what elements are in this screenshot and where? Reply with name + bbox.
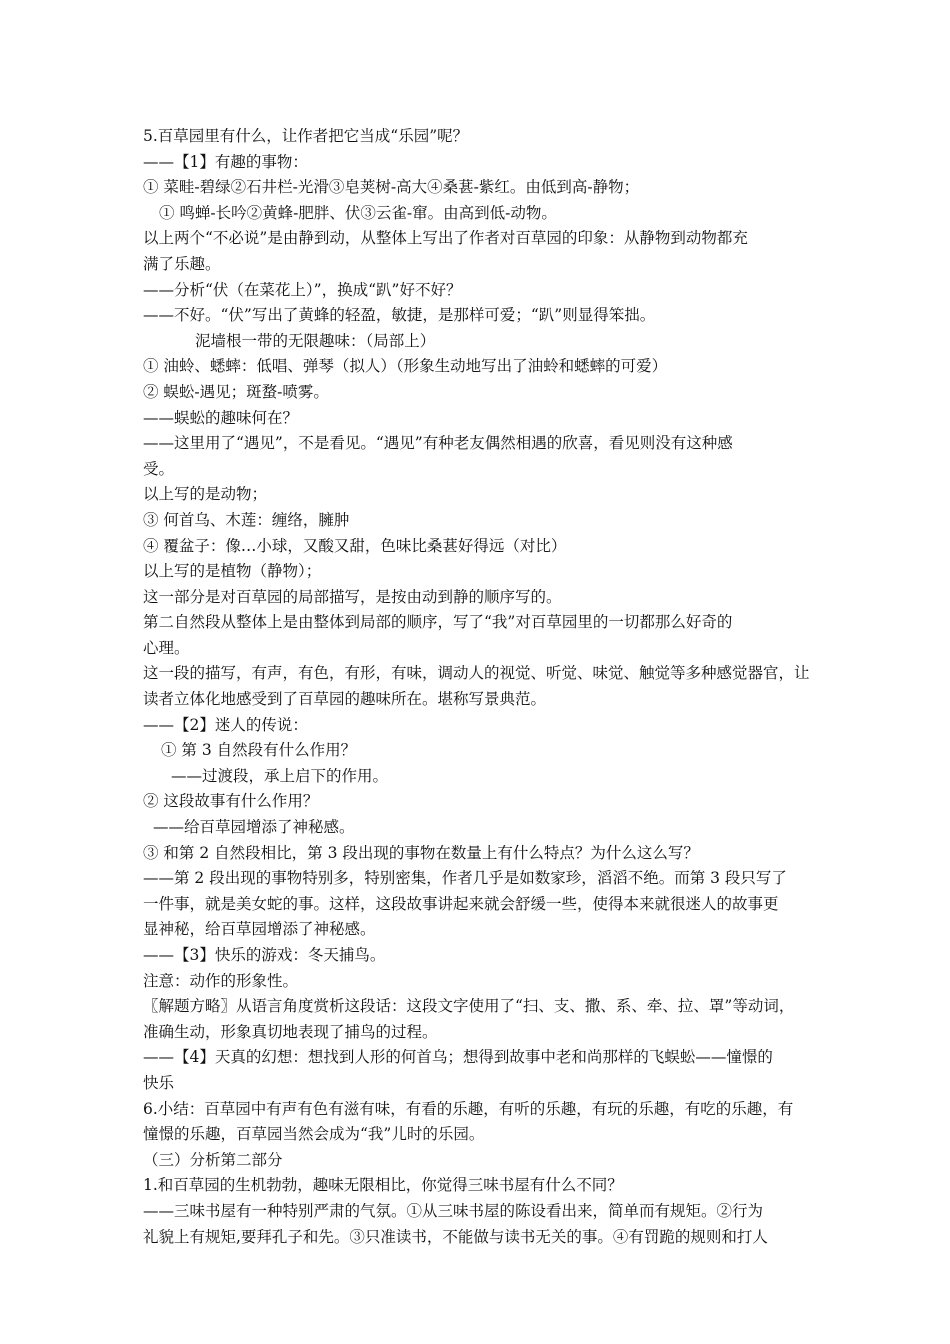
question-5: 5.百草园里有什么，让作者把它当成“乐园”呢？	[143, 127, 469, 145]
text-line: 一件事，就是美女蛇的事。这样，这段故事讲起来就会舒缓一些，使得本来就很迷人的故事更	[143, 894, 779, 913]
text-line: 〖解题方略〗从语言角度赏析这段话：这段文字使用了“扫、支、撒、系、牵、拉、罩”等动词，	[143, 997, 795, 1016]
text-line: ② 这段故事有什么作用？	[143, 792, 319, 811]
text-line: 泥墙根一带的无限趣味：（局部上）	[195, 331, 436, 350]
text-line: 满了乐趣。	[143, 254, 221, 273]
text-line: ——不好。“伏”写出了黄蜂的轻盈，敏捷，是那样可爱；“趴”则显得笨拙。	[143, 306, 656, 325]
text-line: ——过渡段，承上启下的作用。	[171, 766, 389, 785]
text-line: ① 第 3 自然段有什么作用？	[161, 741, 357, 760]
text-line: ③ 和第 2 自然段相比，第 3 段出现的事物在数量上有什么特点？为什么这么写？	[143, 843, 699, 862]
text-line: ① 油蛉、蟋蟀：低唱、弹琴（拟人）（形象生动地写出了油蛉和蟋蟀的可爱）	[143, 357, 668, 376]
text-line: 第二自然段从整体上是由整体到局部的顺序，写了“我”对百草园里的一切都那么好奇的	[143, 613, 733, 632]
section-heading-1: ——【1】有趣的事物：	[143, 152, 308, 171]
section-heading-3: ——【3】快乐的游戏：冬天捕鸟。	[143, 946, 386, 964]
part-heading-3: （三）分析第二部分	[143, 1150, 283, 1169]
text-line: 这一段的描写，有声，有色，有形，有味，调动人的视觉、听觉、味觉、触觉等多种感觉器官，让	[143, 664, 810, 683]
text-line: 显神秘，给百草园增添了神秘感。	[143, 920, 376, 939]
text-line: 这一部分是对百草园的局部描写，是按由动到静的顺序写的。	[143, 587, 562, 606]
section-heading-2: ——【2】迷人的传说：	[143, 715, 308, 734]
document-page	[143, 124, 813, 1250]
text-line: 准确生动，形象真切地表现了捕鸟的过程。	[143, 1022, 438, 1041]
question-1: 1.和百草园的生机勃勃，趣味无限相比，你觉得三味书屋有什么不同？	[143, 1176, 623, 1195]
text-line: 以上两个“不必说”是由静到动，从整体上写出了作者对百草园的印象：从静物到动物都充	[143, 229, 748, 248]
text-line: 以上写的是动物；	[143, 485, 268, 504]
text-line: ——分析“伏（在菜花上）”，换成“趴”好不好？	[143, 280, 462, 299]
text-line: ① 菜畦-碧绿②石井栏-光滑③皂荚树-高大④桑葚-紫红。由低到高-静物；	[143, 178, 640, 197]
text-line: 以上写的是植物（静物）；	[143, 562, 322, 581]
text-line: 心理。	[143, 638, 190, 657]
text-line: ③ 何首乌、木莲：缠络，臃肿	[143, 510, 350, 529]
text-line: ① 鸣蝉-长吟②黄蜂-肥胖、伏③云雀-窜。由高到低-动物。	[159, 203, 557, 222]
summary-6: 6.小结：百草园中有声有色有滋有味，有看的乐趣，有听的乐趣，有玩的乐趣，有吃的乐趣，有	[143, 1099, 794, 1118]
text-line: 憧憬的乐趣，百草园当然会成为“我”儿时的乐园。	[143, 1125, 485, 1144]
text-line: 注意：动作的形象性。	[143, 971, 299, 990]
text-line: ——第 2 段出现的事物特别多，特别密集，作者几乎是如数家珍，滔滔不绝。而第 3 段只写了	[143, 869, 787, 888]
text-line: 读者立体化地感受到了百草园的趣味所在。堪称写景典范。	[143, 690, 547, 709]
text-line: ——这里用了“遇见”，不是看见。“遇见”有种老友偶然相遇的欣喜，看见则没有这种感	[143, 434, 733, 453]
text-line: 受。	[143, 459, 175, 478]
text-line: 快乐	[143, 1073, 175, 1092]
text-line: ④ 覆盆子：像…小球，又酸又甜，色味比桑葚好得远（对比）	[143, 536, 567, 555]
text-line: ——给百草园增添了神秘感。	[153, 818, 355, 837]
text-line: ② 蜈蚣-遇见；斑蝥-喷雾。	[143, 382, 329, 401]
section-heading-4: ——【4】天真的幻想：想找到人形的何首乌；想得到故事中老和尚那样的飞蜈蚣——憧憬的	[143, 1048, 773, 1067]
text-line: ——三味书屋有一种特别严肃的气氛。①从三味书屋的陈设看出来，简单而有规矩。②行为	[143, 1201, 764, 1220]
text-line: ——蜈蚣的趣味何在？	[143, 408, 299, 427]
text-line: 礼貌上有规矩,要拜孔子和先。③只准读书，不能做与读书无关的事。④有罚跪的规则和打人	[143, 1227, 768, 1246]
